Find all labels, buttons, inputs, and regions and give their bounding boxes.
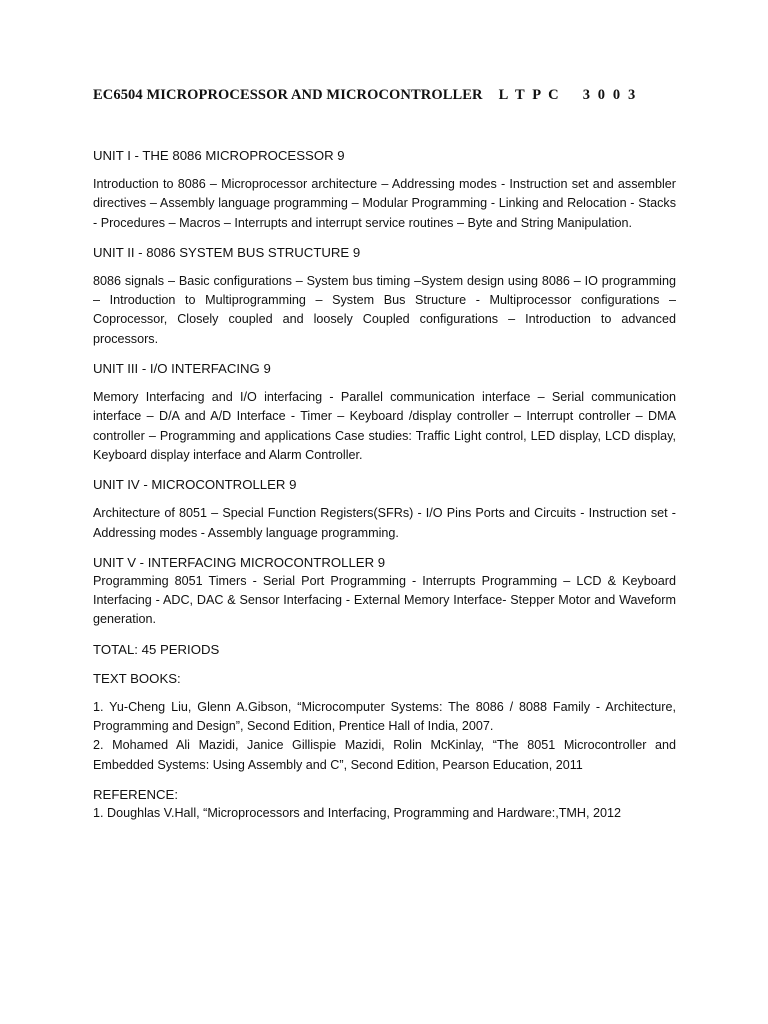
unit-heading: UNIT I - THE 8086 MICROPROCESSOR 9 [93, 148, 345, 163]
reference-item: 1. Doughlas V.Hall, “Microprocessors and Interfacing, Programming and Hardware:,TMH, 2012 [93, 805, 622, 820]
unit-description: Memory Interfacing and I/O interfacing - Parallel communication interface – Serial communication interface – D/A and A/D Interface - Timer – Keyboard /display controller – Interrupt controller – DMA controller – Programming and applications Case studies: Traffic Light control, LED display, LCD display, Keyboard display interface and Alarm Controller. [93, 390, 676, 462]
course-title-row [93, 87, 693, 104]
reference-heading: REFERENCE: [93, 786, 178, 802]
credits-value: 3 0 0 3 [582, 87, 636, 103]
textbook-item: 1. Yu-Cheng Liu, Glenn A.Gibson, “Microcomputer Systems: The 8086 / 8088 Family - Architecture, Programming and Design”, Second Edition, Prentice Hall of India, 2007. [93, 699, 676, 734]
unit-heading: UNIT II - 8086 SYSTEM BUS STRUCTURE 9 [93, 244, 361, 260]
unit-description: Architecture of 8051 – Special Function Registers(SFRs) - I/O Pins Ports and Circuits - Instruction set - Addressing modes - Assembly language programming. [93, 506, 676, 540]
unit-heading: UNIT V - INTERFACING MICROCONTROLLER 9 [93, 554, 386, 570]
unit-heading: UNIT IV - MICROCONTROLLER 9 [93, 477, 297, 493]
textbook-item: 2. Mohamed Ali Mazidi, Janice Gillispie Mazidi, Rolin McKinlay, “The 8051 Microcontroller and Embedded Systems: Using Assembly and C”, Second Edition, Pearson Education, 2011 [93, 738, 676, 772]
course-title: EC6504 MICROPROCESSOR AND MICROCONTROLLER [93, 87, 483, 103]
unit-2 [93, 243, 676, 349]
unit-1 [93, 146, 676, 233]
textbooks-heading: TEXT BOOKS: [93, 670, 181, 686]
unit-3 [93, 359, 676, 465]
unit-description: Introduction to 8086 – Microprocessor architecture – Addressing modes - Instruction set and assembler directives – Assembly language programming – Modular Programming - Linking and Relocation - Stacks - Procedures – Macros – Interrupts and interrupt service routines – Byte and String Manipulation. [93, 177, 676, 230]
ltpc-label: L T P C [498, 87, 559, 103]
syllabus-content [93, 146, 676, 823]
total-periods: TOTAL: 45 PERIODS [93, 641, 220, 657]
unit-description: Programming 8051 Timers - Serial Port Programming - Interrupts Programming – LCD & Keyboard Interfacing - ADC, DAC & Sensor Interfacing - External Memory Interface- Stepper Motor and Waveform generation. [93, 573, 676, 627]
unit-description: 8086 signals – Basic configurations – System bus timing –System design using 8086 – IO programming – Introduction to Multiprogramming – System Bus Structure - Multiprocessor configurations – Coprocessor, Closely coupled and loosely Coupled configurations – Introduction to advanced processors. [93, 273, 676, 346]
unit-4 [93, 475, 676, 543]
unit-heading: UNIT III - I/O INTERFACING 9 [93, 361, 271, 377]
unit-5 [93, 553, 676, 630]
